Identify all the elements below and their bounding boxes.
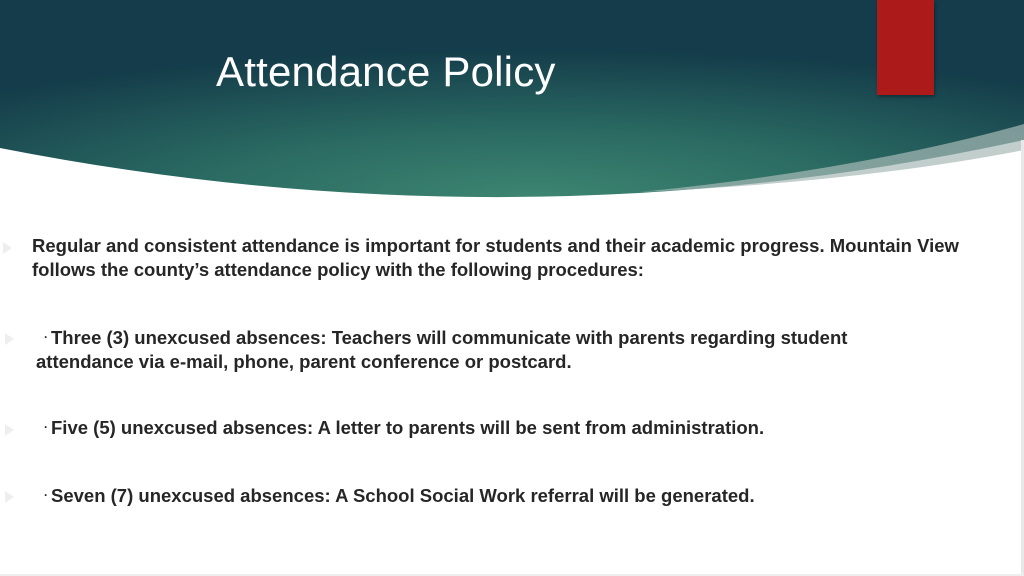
bullet-arrow-icon [5,491,14,503]
bullet-text: Three (3) unexcused absences: Teachers will communicate with parents regarding student attendance via e-mail, phone, parent conference or postcard. [36,327,848,372]
bullet-arrow-icon [3,242,12,254]
slide-title: Attendance Policy [216,48,556,95]
bullet-dot: · [44,330,48,344]
bullet-item [44,483,984,508]
bullet-arrow-icon [5,333,14,345]
bullet-arrow-icon [5,424,14,436]
bullet-item [36,325,936,374]
intro-paragraph [32,234,982,282]
bullet-dot: · [44,420,48,434]
bullet-item [44,415,984,440]
bullet-dot: · [44,488,48,502]
bullet-text: Five (5) unexcused absences: A letter to parents will be sent from administration. [51,417,765,438]
bullet-text: Seven (7) unexcused absences: A School Social Work referral will be generated. [51,485,755,506]
intro-text: Regular and consistent attendance is important for students and their academic progress. Mountain View follows the county’s attendance policy with the following procedures: [32,235,959,280]
